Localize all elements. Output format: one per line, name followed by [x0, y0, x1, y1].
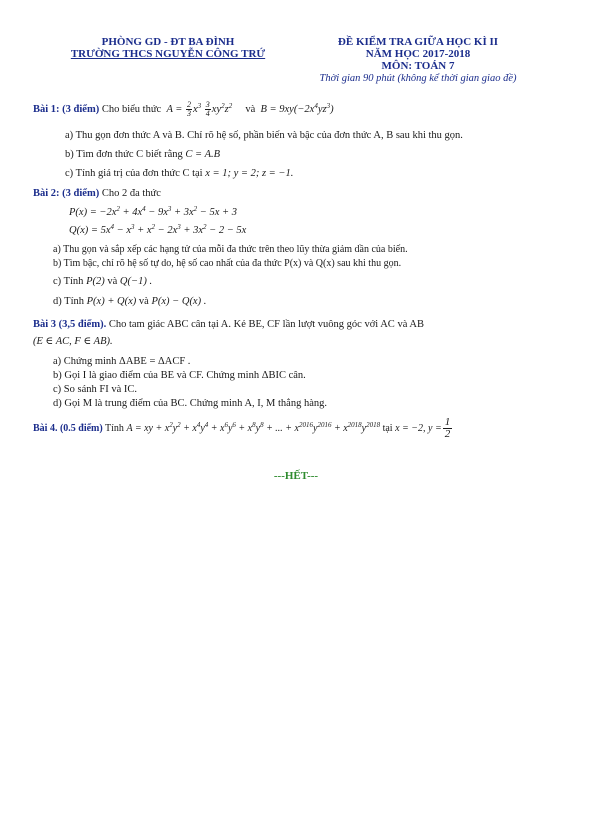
bai3-part-a: a) Chứng minh ΔABE = ΔACF . — [53, 356, 191, 367]
exam-content — [33, 100, 548, 440]
bai4-intro: Tính — [105, 422, 124, 434]
bai1-and: và — [245, 104, 256, 115]
polynomial-q: $Q(x) = 5x^4 - x^3 + x^2 - 2x^3 + 3x^2 - 2 - 5x$ — [69, 223, 247, 236]
bai2-part-a: a) Thu gọn và sắp xếp các hạng tử của mỗi đa thức trên theo lũy thừa giảm dần của biến. — [53, 244, 408, 255]
bai3-condition: (E ∈ AC, F ∈ AB). — [33, 336, 113, 347]
exam-title: ĐỀ KIỂM TRA GIỮA HỌC KÌ II — [337, 36, 499, 48]
subject: MÔN: TOÁN 7 — [381, 60, 455, 72]
bai3-intro: Cho tam giác ABC cân tại A. Kẻ BE, CF lần lượt vuông góc với AC và AB — [108, 319, 424, 330]
bai2-intro: Cho 2 đa thức — [101, 188, 161, 199]
bai1-part-b: b) Tìm đơn thức C biết rằng C = A.B — [65, 149, 221, 160]
bai1-statement — [33, 100, 548, 120]
bai3-part-b: b) Gọi I là giao điểm của BE và CF. Chứng minh ΔBIC cân. — [53, 370, 306, 381]
bai3-part-c: c) So sánh FI và IC. — [53, 384, 137, 395]
bai4-condition: x = −2, y = — [395, 422, 442, 434]
time-note: Thời gian 90 phút (không kể thời gian giao đề) — [319, 73, 517, 84]
expression-a: A = $\frac{2}{3}$ $x^3$ $\frac{3}{4}$ $xy^2z^2$ — [163, 100, 233, 119]
bai2-statement — [33, 187, 548, 201]
polynomial-p: $P(x) = -2x^2 + 4x^4 - 9x^3 + 3x^2 - 5x + 3$ — [69, 205, 237, 218]
department-name: PHÒNG GD - ĐT BA ĐÌNH — [101, 36, 235, 48]
expression-b: $B = 9xy(-2x^4yz^3)$ — [257, 102, 334, 115]
bai1-part-a: a) Thu gọn đơn thức A và B. Chỉ rõ hệ số, phần biến và bậc của đơn thức A, B sau khi thu gọn. — [65, 130, 463, 141]
school-year: NĂM HỌC 2017-2018 — [365, 48, 471, 60]
exam-header — [0, 36, 592, 96]
bai1-title: Bài 1: (3 điểm) — [33, 104, 100, 115]
bai3-title: Bài 3 (3,5 điểm). — [33, 319, 107, 330]
bai3-part-d: d) Gọi M là trung điểm của BC. Chứng minh A, I, M thẳng hàng. — [53, 398, 327, 409]
bai4-statement — [33, 417, 548, 440]
bai2-part-d: d) Tính P(x) + Q(x) và P(x) − Q(x) . — [53, 296, 207, 307]
bai2-title: Bài 2: (3 điểm) — [33, 188, 100, 199]
end-marker: ---HẾT--- — [273, 470, 319, 482]
bai2-part-b: b) Tìm bậc, chỉ rõ hệ số tự do, hệ số cao nhất của đa thức P(x) và Q(x) sau khi thu gọn. — [53, 258, 402, 269]
sum-expression: A = xy + $x^2y^2 + x^4y^4 + x^6y^6 + x^8y^8$ + ... + $x^{2016}y^{2016} + x^{2018}y^{2018}$ — [126, 420, 381, 434]
bai2-part-c: c) Tính P(2) và Q(−1) . — [53, 276, 153, 287]
bai3-statement — [33, 318, 548, 332]
school-name: TRƯỜNG THCS NGUYỄN CÔNG TRỨ — [70, 48, 266, 60]
bai4-title: Bài 4. (0.5 điểm) — [33, 422, 103, 434]
half-fraction: $\frac{1}{2}$ — [444, 416, 451, 440]
bai1-intro: Cho biểu thức — [101, 104, 162, 115]
bai1-part-c: c) Tính giá trị của đơn thức C tại x = 1; y = 2; z = −1. — [65, 168, 294, 179]
bai4-at: tại — [382, 422, 393, 434]
